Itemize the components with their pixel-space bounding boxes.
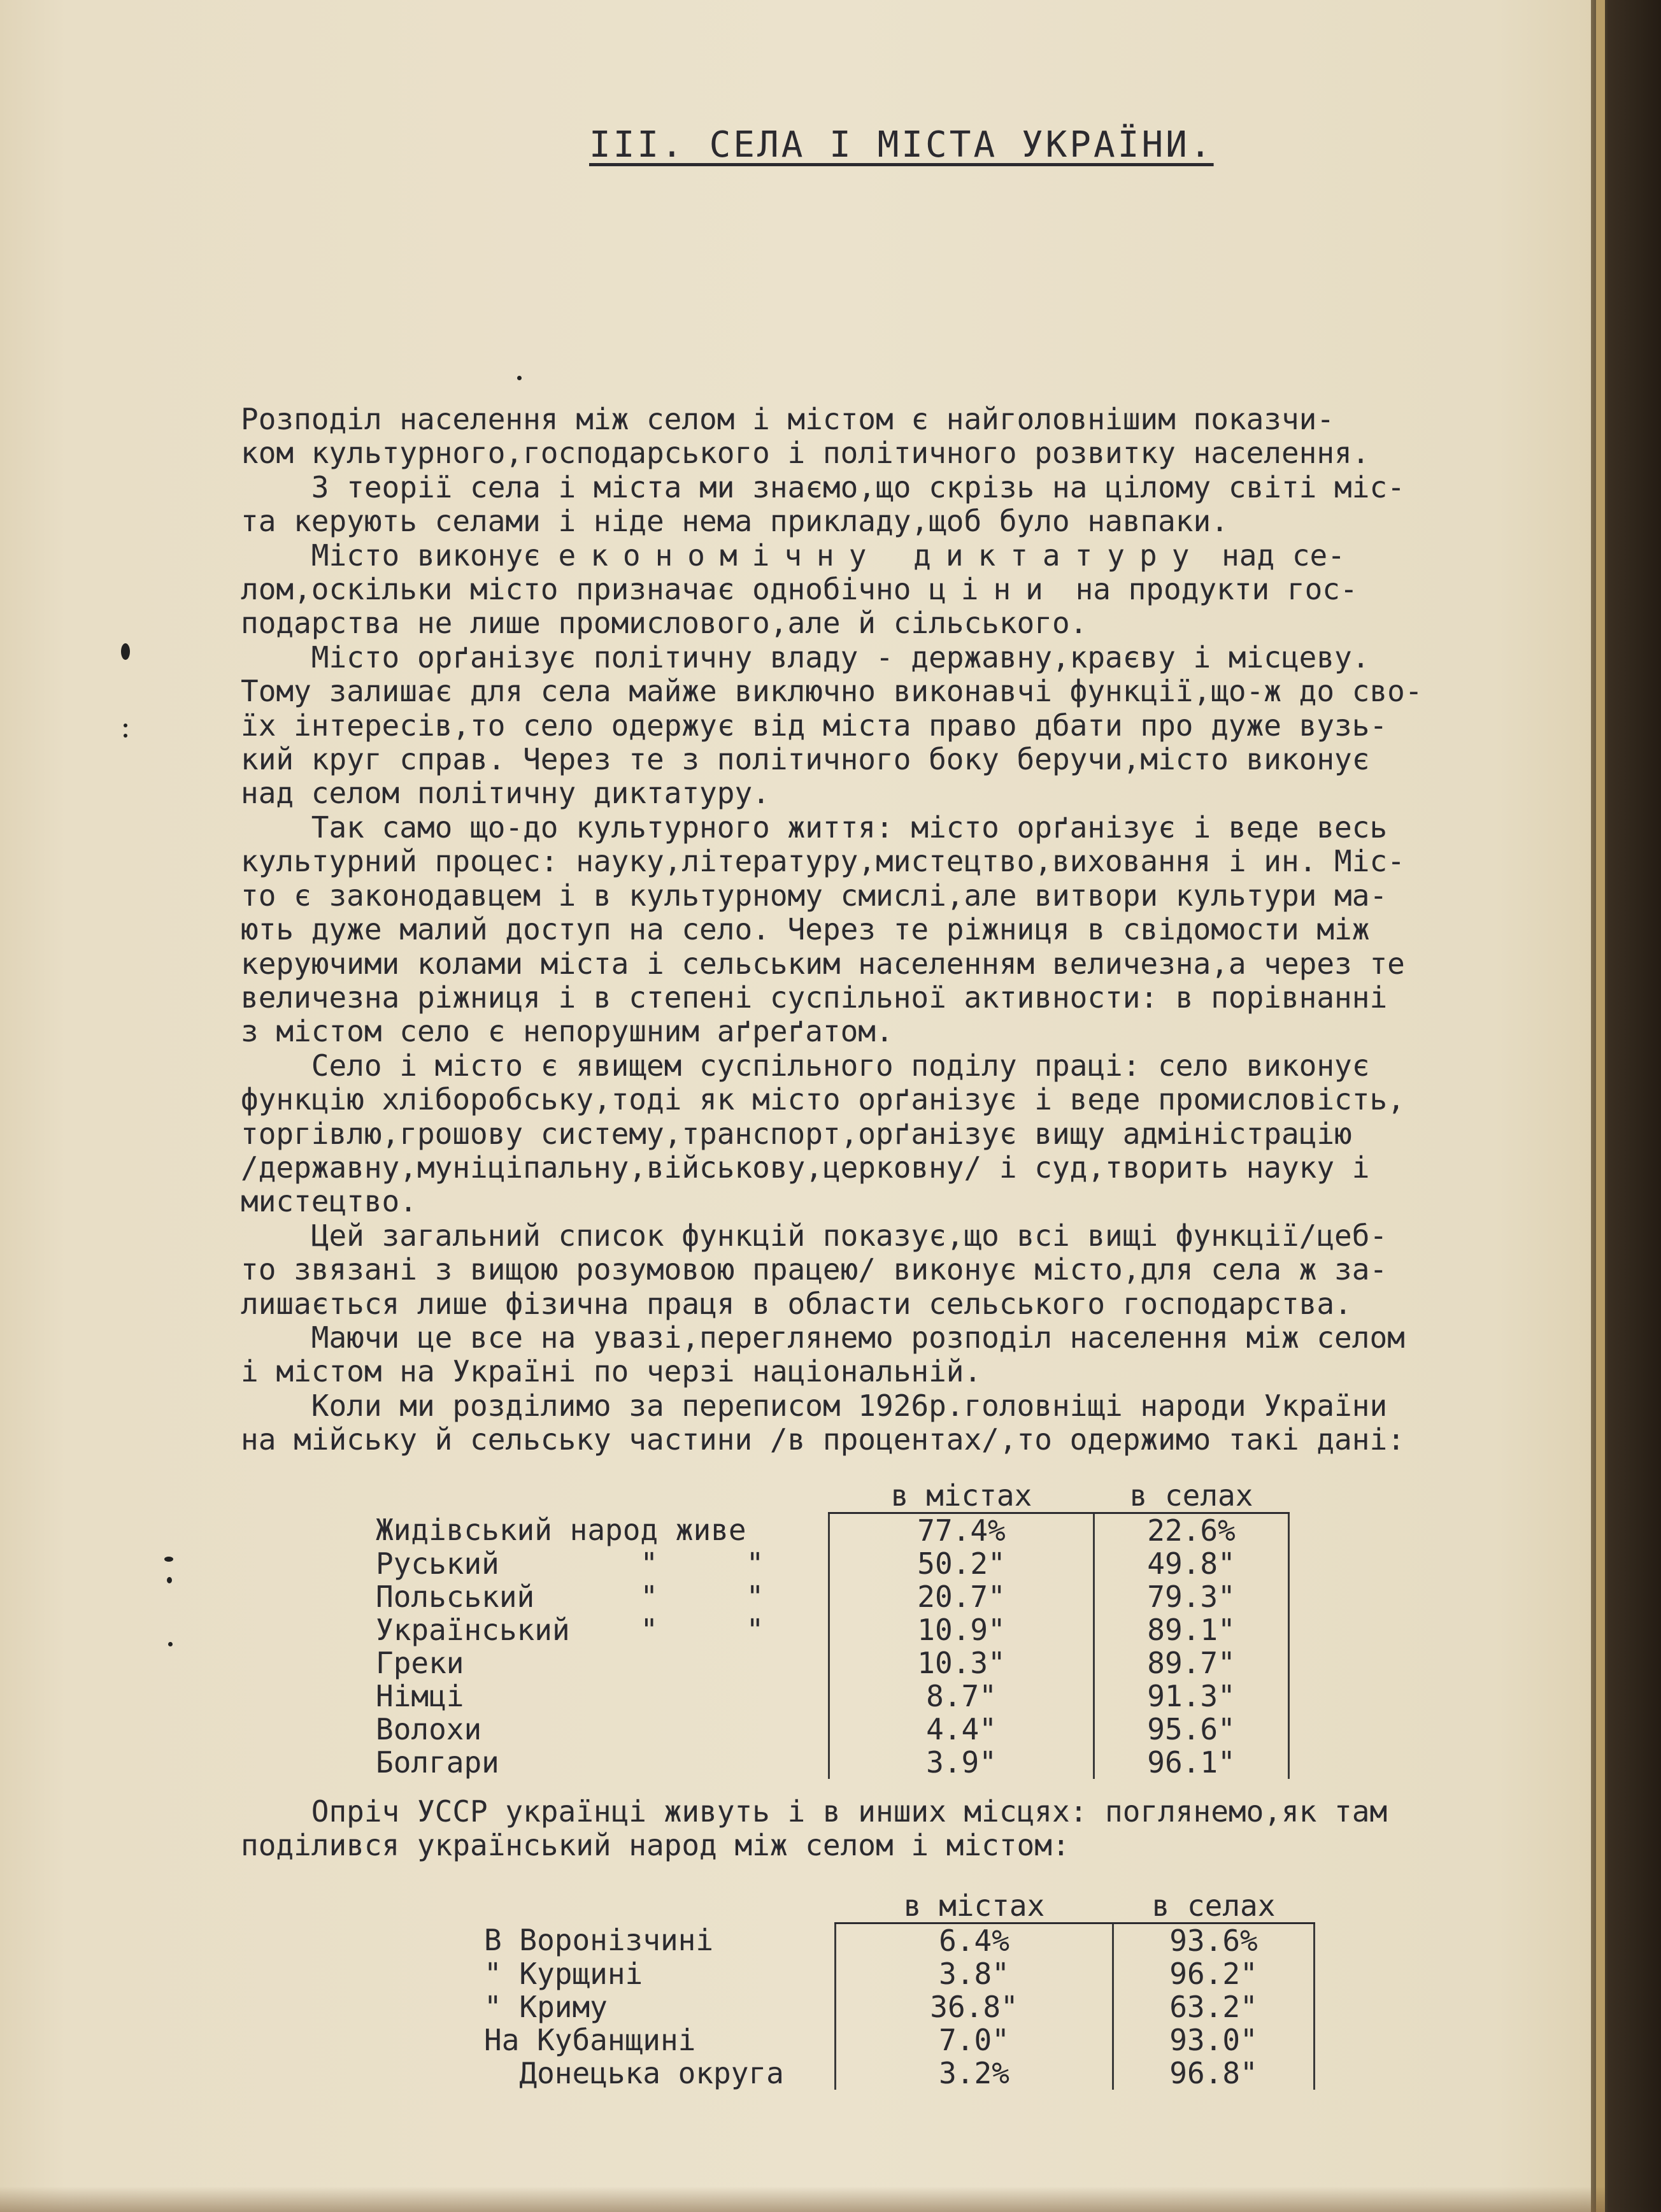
body-line: культурний процес: науку,літературу,мистецтво,виховання і ин. Міс- xyxy=(241,844,1405,879)
population-table-ukraine xyxy=(369,1479,1290,1779)
body-line: та керують селами і ніде нема прикладу,щоб було навпаки. xyxy=(241,504,1229,539)
body-line: з містом село є непорушним аґреґатом. xyxy=(241,1014,894,1049)
city-percent: 3.8" xyxy=(836,1957,1113,1990)
population-table-other-regions xyxy=(478,1889,1315,2090)
body-line: функцію хліборобську,тоді як місто орґанізує і веде промисловість, xyxy=(241,1082,1405,1117)
table-row xyxy=(369,1580,1289,1613)
emphasized-text: ціни xyxy=(929,572,1058,607)
city-percent: 50.2" xyxy=(829,1547,1094,1580)
table-row xyxy=(478,2057,1315,2090)
margin-speck xyxy=(517,376,522,380)
row-label: На Кубанщині xyxy=(484,2023,696,2057)
emphasized-text: економічну диктатуру xyxy=(558,538,1204,573)
table-row xyxy=(478,2023,1315,2057)
row-label: Німці xyxy=(376,1679,464,1713)
body-line: Село і місто є явищем суспільного поділу праці: село виконує xyxy=(241,1048,1370,1083)
village-percent: 96.8" xyxy=(1113,2057,1315,2090)
table-row xyxy=(369,1680,1289,1713)
city-percent: 10.9" xyxy=(829,1613,1094,1646)
table-corner xyxy=(478,1889,836,1923)
margin-speck xyxy=(121,643,130,660)
row-label: Донецька округа xyxy=(484,2056,784,2090)
row-label: Жидівський народ живе xyxy=(376,1513,746,1548)
row-label: Руський " " xyxy=(376,1546,764,1581)
table-row xyxy=(369,1613,1289,1646)
margin-speck xyxy=(167,1577,172,1583)
village-percent: 89.7" xyxy=(1094,1646,1289,1680)
margin-speck xyxy=(168,1642,173,1646)
column-header-villages: в селах xyxy=(1113,1889,1315,1923)
body-line: величезна ріжниця і в степені суспільної активности: в порівнанні xyxy=(241,980,1388,1015)
middle-text xyxy=(241,1795,1553,1863)
text-run: Місто виконує xyxy=(241,538,559,573)
body-line: Коли ми розділимо за переписом 1926р.головніщі народи України xyxy=(241,1388,1388,1423)
row-label: В Воронізчині xyxy=(484,1923,714,1958)
body-line: кий круг справ. Через те з політичного боку беручи,місто виконує xyxy=(241,742,1370,777)
body-line: /державну,муніціпальну,військову,церковну/ і суд,творить науку і xyxy=(241,1150,1370,1185)
table-row xyxy=(478,1957,1315,1990)
village-percent: 22.6% xyxy=(1094,1513,1289,1548)
city-percent: 77.4% xyxy=(829,1513,1094,1548)
body-line xyxy=(241,539,1553,573)
body-line: подарства не лише промислового,але й сільського. xyxy=(241,606,1088,641)
column-header-villages: в селах xyxy=(1094,1479,1289,1513)
city-percent: 3.9" xyxy=(829,1746,1094,1779)
body-line: то є законодавцем і в культурному смислі,але витвори культури ма- xyxy=(241,878,1388,913)
body-line: Так само що-до культурного життя: місто орґанізує і веде весь xyxy=(241,810,1388,845)
village-percent: 96.2" xyxy=(1113,1957,1315,1990)
text-run: лом,оскільки місто призначає однобічно xyxy=(241,572,929,607)
city-percent: 3.2% xyxy=(836,2057,1113,2090)
table-row xyxy=(369,1646,1289,1680)
body-line: мистецтво. xyxy=(241,1184,417,1219)
margin-speck xyxy=(124,724,127,727)
binding-strip xyxy=(1596,0,1605,2212)
table-row xyxy=(478,1990,1315,2023)
body-line: над селом політичну диктатуру. xyxy=(241,776,770,811)
table-row xyxy=(369,1513,1289,1548)
row-label: Болгари xyxy=(376,1745,499,1780)
body-line: Опріч УССР українці живуть і в инших місцях: поглянемо,як там xyxy=(241,1794,1388,1829)
body-line: Розподіл населення між селом і містом є найголовнішим показчи- xyxy=(241,402,1335,436)
village-percent: 93.6% xyxy=(1113,1923,1315,1958)
text-run: на продукти гос- xyxy=(1057,572,1358,607)
village-percent: 93.0" xyxy=(1113,2023,1315,2057)
body-line: їх інтересів,то село одержує від міста право дбати про дуже вузь- xyxy=(241,708,1388,743)
body-line: Маючи це все на увазі,переглянемо розподіл населення між селом xyxy=(241,1320,1405,1355)
body-line: Місто орґанізує політичну владу - державну,краєву і місцеву. xyxy=(241,639,1370,674)
village-percent: 89.1" xyxy=(1094,1613,1289,1646)
page-bottom-shadow xyxy=(0,2187,1605,2212)
body-line: ють дуже малий доступ на село. Через те ріжниця в свідомости між xyxy=(241,912,1370,947)
city-percent: 8.7" xyxy=(829,1680,1094,1713)
city-percent: 10.3" xyxy=(829,1646,1094,1680)
city-percent: 6.4% xyxy=(836,1923,1113,1958)
body-line: поділився український народ між селом і містом: xyxy=(241,1828,1070,1863)
margin-speck xyxy=(164,1557,173,1562)
text-run: над се- xyxy=(1204,538,1345,573)
body-line: лишається лише фізична праця в области сельського господарства. xyxy=(241,1286,1352,1321)
table-row xyxy=(369,1713,1289,1746)
body-line: Цей загальний список функцій показує,що всі вищі функції/цеб- xyxy=(241,1218,1388,1253)
page-edge-shadow xyxy=(1591,0,1661,2212)
body-line xyxy=(241,573,1553,606)
village-percent: 96.1" xyxy=(1094,1746,1289,1779)
table-corner xyxy=(369,1479,829,1513)
city-percent: 36.8" xyxy=(836,1990,1113,2023)
margin-speck xyxy=(124,734,127,738)
body-line: Тому залишає для села майже виключно виконавчі функції,що-ж до сво- xyxy=(241,674,1423,709)
city-percent: 7.0" xyxy=(836,2023,1113,2057)
village-percent: 91.3" xyxy=(1094,1680,1289,1713)
body-line: ком культурного,господарського і політичного розвитку населення. xyxy=(241,436,1370,471)
body-line: і містом на Україні по черзі національній. xyxy=(241,1354,982,1389)
body-text xyxy=(241,403,1553,1457)
column-header-cities: в містах xyxy=(836,1889,1113,1923)
body-line: то звязані з вищою розумовою працею/ виконує місто,для села ж за- xyxy=(241,1252,1388,1287)
body-line: керуючими колами міста і сельським населенням величезна,а через те xyxy=(241,946,1405,981)
table-row xyxy=(369,1746,1289,1779)
row-label: Український " " xyxy=(376,1613,764,1647)
village-percent: 49.8" xyxy=(1094,1547,1289,1580)
row-label: " Курщині xyxy=(484,1957,643,1991)
row-label: Польський " " xyxy=(376,1580,764,1614)
row-label: Волохи xyxy=(376,1712,482,1746)
row-label: Греки xyxy=(376,1646,464,1680)
table-row xyxy=(369,1547,1289,1580)
city-percent: 20.7" xyxy=(829,1580,1094,1613)
table-row xyxy=(478,1923,1315,1958)
body-line: З теорії села і міста ми знаємо,що скрізь на цілому світі міс- xyxy=(241,469,1405,504)
page-title: ІІІ. СЕЛА І МІСТА УКРАЇНИ. xyxy=(589,124,1214,166)
body-line: торгівлю,грошову систему,транспорт,орґанізує вищу адміністрацію xyxy=(241,1116,1352,1151)
village-percent: 79.3" xyxy=(1094,1580,1289,1613)
city-percent: 4.4" xyxy=(829,1713,1094,1746)
body-line: на мійську й сельську частини /в процентах/,то одержимо такі дані: xyxy=(241,1422,1405,1457)
column-header-cities: в містах xyxy=(829,1479,1094,1513)
village-percent: 95.6" xyxy=(1094,1713,1289,1746)
row-label: " Криму xyxy=(484,1990,608,2024)
village-percent: 63.2" xyxy=(1113,1990,1315,2023)
